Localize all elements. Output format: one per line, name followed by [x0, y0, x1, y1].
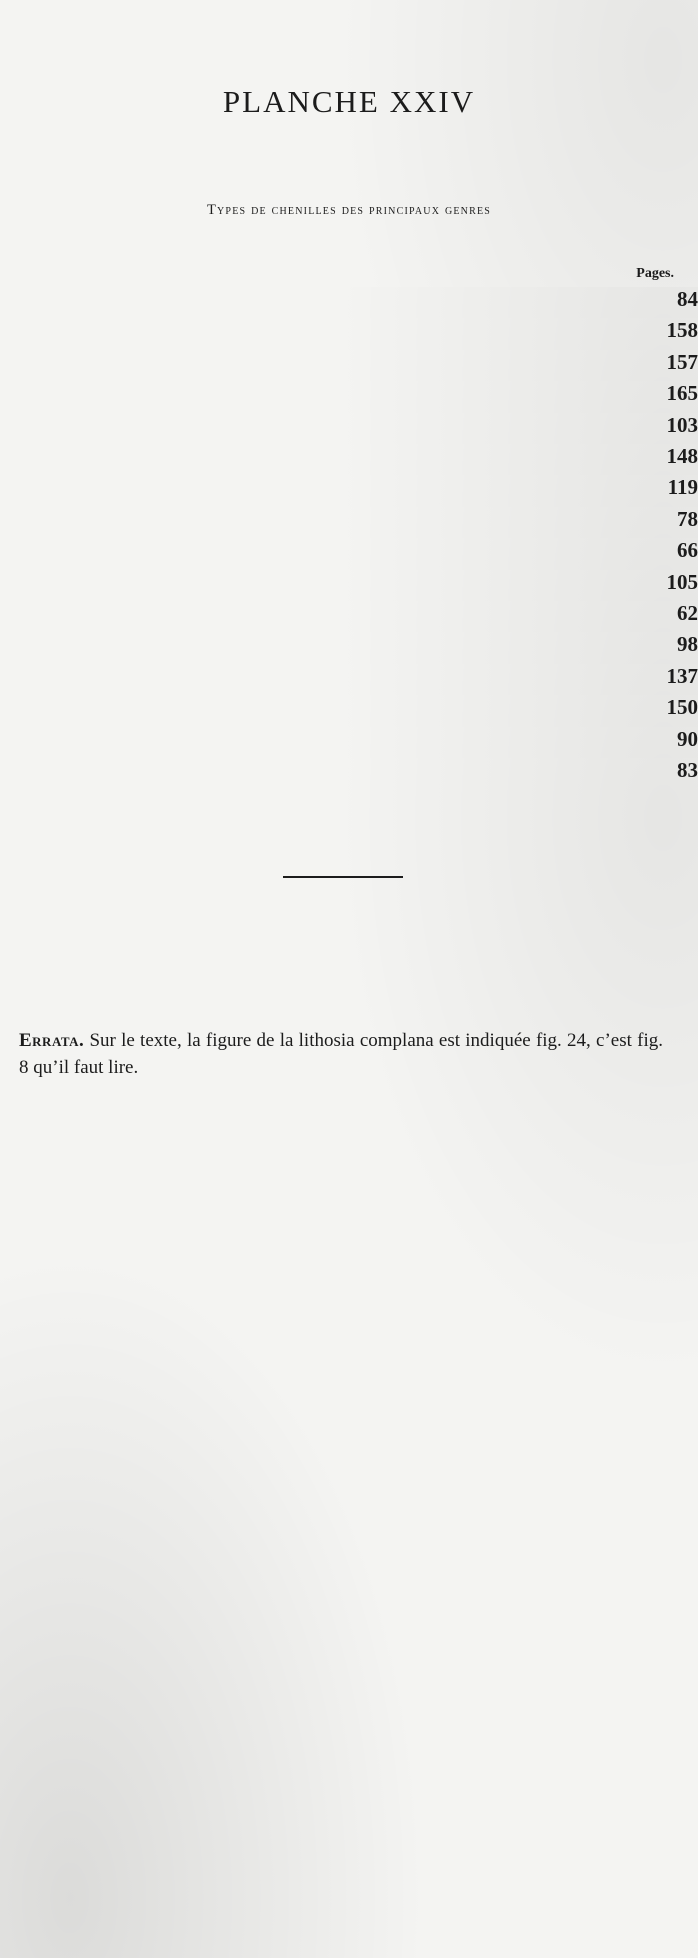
figure-entry [0, 381, 698, 413]
page-number: 157 [0, 350, 698, 1550]
page-number: 158 [0, 318, 698, 1518]
page-number: 78 [0, 507, 698, 1707]
page-number: 148 [0, 444, 698, 1644]
errata-note [19, 1027, 663, 1081]
figure-entry [0, 538, 698, 570]
page-number: 119 [0, 475, 698, 1675]
figure-entry [0, 727, 698, 759]
figure-entry [0, 287, 698, 319]
page-number: 83 [0, 758, 698, 1958]
figure-entry [0, 695, 698, 727]
divider-rule [283, 876, 403, 878]
page-number: 84 [0, 287, 698, 1487]
page-number: 150 [0, 695, 698, 1895]
page-number: 137 [0, 664, 698, 1864]
figure-entry [0, 601, 698, 633]
page-number: 98 [0, 632, 698, 1832]
figure-entry [0, 318, 698, 350]
figure-entry [0, 632, 698, 664]
figure-entry [0, 413, 698, 445]
page-number: 165 [0, 381, 698, 1581]
figure-entry [0, 570, 698, 602]
pages-column-header: Pages. [636, 266, 674, 281]
page-number: 105 [0, 570, 698, 1770]
plate-title: PLANCHE XXIV [222, 84, 476, 119]
errata-lead: Errata. [19, 1030, 85, 1051]
figure-entry [0, 350, 698, 382]
figure-entry [0, 664, 698, 696]
page-number: 62 [0, 601, 698, 1801]
errata-text: Sur le texte, la figure de la lithosia complana est indiquée fig. 24, c’est fig. 8 qu’il faut lire. [19, 1030, 663, 1078]
page-number: 66 [0, 538, 698, 1738]
figure-entry [0, 475, 698, 507]
plate-subtitle: Types de chenilles des principaux genres [206, 202, 492, 218]
figure-entry [0, 507, 698, 539]
page-number: 103 [0, 413, 698, 1613]
figure-entry [0, 758, 698, 790]
figure-entry [0, 444, 698, 476]
page-number: 90 [0, 727, 698, 1927]
